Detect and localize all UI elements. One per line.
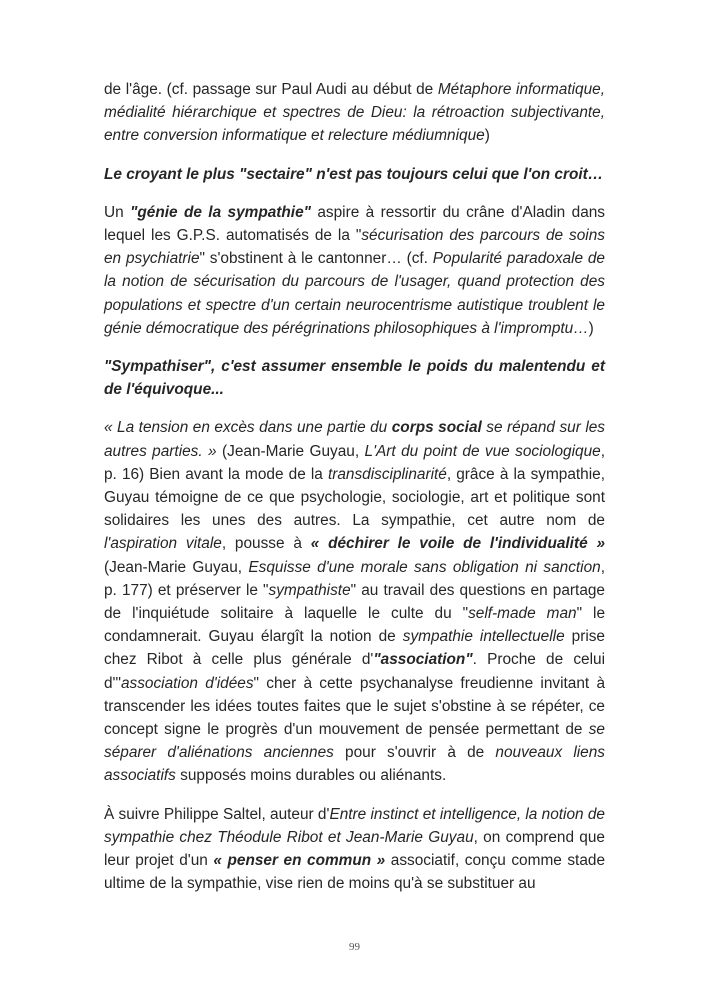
text-run: Le croyant le plus "sectaire" n'est pas toujours celui que l'on croit… xyxy=(104,165,604,183)
text-run: sympathiste xyxy=(268,581,351,599)
text-run: « penser en commun » xyxy=(213,852,386,870)
text-run: " cher à cette psychanalyse freudienne invitant à transcender les idées toutes faites que le sujet s'obstine à se répéter, ce concept signe le progrès d'un mouvement de pensée permettant de xyxy=(104,674,605,739)
text-run: association d'idées xyxy=(120,674,254,692)
text-run: associatif, conçu comme stade ultime de la sympathie, vise rien de moins qu'à se substituer au xyxy=(104,852,606,893)
text-run: Métaphore informatique, médialité hiérarchique et spectres de Dieu: la rétroaction subjectivante, entre conversion informatique et relecture médiumnique xyxy=(104,81,605,145)
paragraph-guyau xyxy=(104,416,605,787)
section-heading-croyant xyxy=(104,163,605,186)
text-run: transdisciplinarité xyxy=(327,465,447,483)
text-run: " s'obstinent à le cantonner… (cf. xyxy=(199,250,433,268)
text-run: "association" xyxy=(373,651,473,669)
section-heading-sympathiser xyxy=(104,355,605,401)
text-run: (Jean-Marie Guyau, xyxy=(216,442,365,460)
text-run: aspire à ressortir du crâne d'Aladin dans lequel les G.P.S. automatisés de la " xyxy=(104,203,606,245)
text-run: , on comprend que leur projet d'un xyxy=(104,828,605,870)
text-run: l'aspiration vitale xyxy=(104,535,222,553)
text-run: " le condamnerait. Guyau élargît la notion de xyxy=(104,605,606,646)
text-run: , p. 177) et préserver le " xyxy=(104,558,605,599)
text-run: "génie de la sympathie" xyxy=(130,203,311,221)
text-run: de l'âge. (cf. passage sur Paul Audi au début de xyxy=(104,81,438,98)
text-run: Popularité paradoxale de la notion de sécurisation du parcours de l'usager, quand protection des populations et spectre d'un certain neurocentrisme autistique troublent le génie démocratique des pérégrinations philosophiques à l'impromptu… xyxy=(104,250,605,337)
text-run: , pousse à xyxy=(221,535,311,553)
paragraph-saltel xyxy=(104,803,605,896)
text-run: , p. 16) Bien avant la mode de la xyxy=(104,442,605,483)
text-run: ) xyxy=(484,127,490,145)
text-run: « La tension en excès dans une partie du xyxy=(104,419,392,437)
text-run: prise chez Ribot à celle plus générale d' xyxy=(104,628,605,669)
text-run: (Jean-Marie Guyau, xyxy=(104,558,249,576)
text-run: , grâce à la sympathie, Guyau témoigne de ce que psychologie, sociologie, art et politique sont solidaires les unes des autres. La sympathie, cet autre nom de xyxy=(104,465,605,530)
text-run: sympathie intellectuelle xyxy=(402,628,565,646)
text-run: L'Art du point de vue sociologique xyxy=(364,442,601,460)
text-run: Entre instinct et intelligence, la notion de sympathie chez Théodule Ribot et Jean-Marie Guyau xyxy=(104,805,605,846)
text-run: corps social xyxy=(391,419,482,437)
text-run: se répand sur les autres parties. » xyxy=(104,419,605,460)
text-run: À suivre Philippe Saltel, auteur d' xyxy=(104,805,330,823)
paragraph-genie-sympathie xyxy=(104,201,605,340)
text-run: self-made man xyxy=(468,605,577,623)
page-number: 99 xyxy=(349,941,360,953)
text-run: " au travail des questions en partage de l'inquiétude solitaire à laquelle le culte du " xyxy=(104,581,605,623)
text-run: ) xyxy=(588,319,594,337)
text-run: se séparer d'aliénations anciennes xyxy=(104,721,605,762)
text-run: « déchirer le voile de l'individualité » xyxy=(310,535,606,553)
text-run: "Sympathiser", c'est assumer ensemble le poids du malentendu et de l'équivoque... xyxy=(104,358,605,399)
text-run: pour s'ouvrir à de xyxy=(333,744,496,762)
paragraph-1 xyxy=(104,78,605,148)
text-run: supposés moins durables ou aliénants. xyxy=(175,767,447,785)
text-run: . Proche de celui d'" xyxy=(104,651,605,692)
page-body xyxy=(104,78,605,911)
text-run: Esquisse d'une morale sans obligation ni sanction xyxy=(248,558,601,576)
text-run: nouveaux liens associatifs xyxy=(104,744,605,785)
text-run: sécurisation des parcours de soins en psychiatrie xyxy=(104,227,605,268)
text-run: Un xyxy=(104,203,131,221)
